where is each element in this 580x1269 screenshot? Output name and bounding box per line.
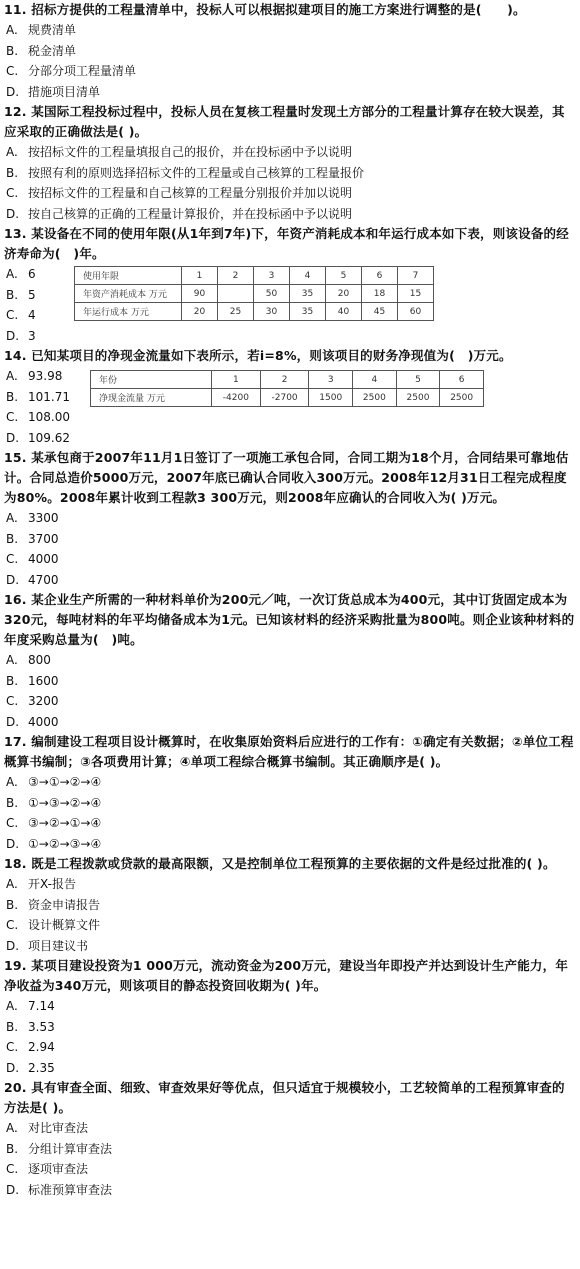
table-cell: 35 bbox=[290, 285, 326, 303]
option-a: A. 规费清单 bbox=[6, 23, 77, 37]
table-cell: 5 bbox=[326, 267, 362, 285]
table-cell: 年运行成本 万元 bbox=[75, 303, 182, 321]
table-cell: 18 bbox=[362, 285, 398, 303]
table-cell: 3 bbox=[309, 371, 353, 389]
question-stem: 11. 招标方提供的工程量清单中，投标人可以根据拟建项目的施工方案进行调整的是( )。 bbox=[4, 2, 526, 17]
question-stem: 14. 已知某项目的净现金流量如下表所示，若i=8%，则该项目的财务净现值为( )万元。 bbox=[4, 348, 512, 363]
question-stem: 12. 某国际工程投标过程中，投标人员在复核工程量时发现土方部分的工程量计算存在较大误差，其应采取的正确做法是( )。 bbox=[4, 104, 565, 139]
option-d: D. 2.35 bbox=[6, 1060, 55, 1075]
option-b: B. 3.53 bbox=[6, 1019, 55, 1034]
question-18 bbox=[4, 854, 576, 956]
option-b: B. ①→③→②→④ bbox=[6, 795, 102, 810]
question-stem: 13. 某设备在不同的使用年限(从1年到7年)下，年资产消耗成本和年运行成本如下表，则该设备的经济寿命为( )年。 bbox=[4, 226, 569, 261]
option-b: B. 3700 bbox=[6, 531, 59, 546]
question-20 bbox=[4, 1078, 576, 1200]
table-cell: 90 bbox=[182, 285, 218, 303]
table-cell: 2500 bbox=[440, 389, 484, 407]
option-a: A. 对比审查法 bbox=[6, 1121, 89, 1135]
table-row bbox=[75, 285, 434, 303]
option-a: A. 3300 bbox=[6, 511, 59, 525]
exam-page bbox=[4, 0, 576, 1200]
table-cell: 年份 bbox=[91, 371, 212, 389]
option-b: B. 按照有利的原则选择招标文件的工程量或自己核算的工程量报价 bbox=[6, 165, 365, 180]
table-cell: 6 bbox=[440, 371, 484, 389]
option-a: A. 7.14 bbox=[6, 999, 55, 1013]
table-cell: -4200 bbox=[212, 389, 261, 407]
question-stem: 20. 具有审查全面、细致、审查效果好等优点，但只适宜于规模较小，工艺较简单的工程预算审查的方法是( )。 bbox=[4, 1080, 565, 1115]
question-12 bbox=[4, 102, 576, 224]
option-d: D. 标准预算审查法 bbox=[6, 1182, 113, 1197]
table-cell: 20 bbox=[182, 303, 218, 321]
question-stem: 17. 编制建设工程项目设计概算时，在收集原始资料后应进行的工作有：①确定有关数据；②单位工程概算书编制；③各项费用计算；④单项工程综合概算书编制。其正确顺序是( )。 bbox=[4, 734, 574, 769]
option-b: B. 1600 bbox=[6, 673, 59, 688]
question-16 bbox=[4, 590, 576, 732]
option-b: B. 5 bbox=[6, 287, 36, 302]
option-d: D. 按自己核算的正确的工程量计算报价，并在投标函中予以说明 bbox=[6, 206, 353, 221]
table-cell: 30 bbox=[254, 303, 290, 321]
option-d: D. ①→②→③→④ bbox=[6, 836, 102, 851]
option-d: D. 措施项目清单 bbox=[6, 84, 101, 99]
table-cell: 60 bbox=[398, 303, 434, 321]
option-c: C. 设计概算文件 bbox=[6, 918, 101, 932]
table-cell: -2700 bbox=[260, 389, 309, 407]
table-cell: 净现金流量 万元 bbox=[91, 389, 212, 407]
options-with-table bbox=[4, 366, 576, 448]
option-a: A. 6 bbox=[6, 267, 36, 281]
table-cell: 6 bbox=[362, 267, 398, 285]
option-a: A. 按招标文件的工程量填报自己的报价，并在投标函中予以说明 bbox=[6, 145, 353, 159]
option-c: C. 108.00 bbox=[6, 410, 70, 424]
table-cell: 3 bbox=[254, 267, 290, 285]
option-a: A. 开X-报告 bbox=[6, 877, 76, 891]
table-cell: 20 bbox=[326, 285, 362, 303]
option-b: B. 分组计算审查法 bbox=[6, 1141, 113, 1156]
question-14 bbox=[4, 346, 576, 448]
options-with-table bbox=[4, 264, 576, 346]
table-cell: 50 bbox=[254, 285, 290, 303]
cash-flow-table bbox=[90, 370, 484, 407]
table-row bbox=[91, 389, 484, 407]
option-d: D. 3 bbox=[6, 328, 36, 343]
option-d: D. 109.62 bbox=[6, 430, 70, 445]
option-c: C. ③→②→①→④ bbox=[6, 816, 102, 830]
option-c: C. 按招标文件的工程量和自己核算的工程量分别报价并加以说明 bbox=[6, 186, 353, 200]
table-cell: 2 bbox=[260, 371, 309, 389]
question-stem: 15. 某承包商于2007年11月1日签订了一项施工承包合同，合同工期为18个月，合同结果可靠地估计。合同总造价5000万元，2007年底已确认合同收入300万元。2008年12月31日工程完成程度为80%。2008年累计收到工程款3 300万元，则2008年应确认的合同收入为( )万元。 bbox=[4, 450, 569, 505]
table-cell: 1 bbox=[182, 267, 218, 285]
table-cell: 使用年限 bbox=[75, 267, 182, 285]
table-row bbox=[75, 303, 434, 321]
option-d: D. 4000 bbox=[6, 714, 59, 729]
question-19 bbox=[4, 956, 576, 1078]
option-c: C. 2.94 bbox=[6, 1040, 55, 1054]
question-stem: 19. 某项目建设投资为1 000万元，流动资金为200万元，建设当年即投产并达到设计生产能力，年净收益为340万元，则该项目的静态投资回收期为( )年。 bbox=[4, 958, 569, 993]
option-c: C. 逐项审查法 bbox=[6, 1162, 89, 1176]
table-cell: 15 bbox=[398, 285, 434, 303]
table-cell: 45 bbox=[362, 303, 398, 321]
table-cell bbox=[218, 285, 254, 303]
option-c: C. 3200 bbox=[6, 694, 59, 708]
question-17 bbox=[4, 732, 576, 854]
option-b: B. 资金申请报告 bbox=[6, 897, 101, 912]
option-c: C. 分部分项工程量清单 bbox=[6, 64, 137, 78]
question-13 bbox=[4, 224, 576, 346]
cost-table bbox=[74, 266, 434, 321]
option-b: B. 税金清单 bbox=[6, 43, 77, 58]
question-stem: 16. 某企业生产所需的一种材料单价为200元／吨，一次订货总成本为400元，其中订货固定成本为320元，每吨材料的年平均储备成本为1元。已知该材料的经济采购批量为800吨。则企业该种材料的年度采购总量为( )吨。 bbox=[4, 592, 575, 647]
table-cell: 2500 bbox=[353, 389, 397, 407]
table-cell: 年资产消耗成本 万元 bbox=[75, 285, 182, 303]
table-cell: 2500 bbox=[396, 389, 440, 407]
table-cell: 35 bbox=[290, 303, 326, 321]
table-cell: 5 bbox=[396, 371, 440, 389]
table-cell: 4 bbox=[353, 371, 397, 389]
option-c: C. 4 bbox=[6, 308, 36, 322]
option-a: A. 93.98 bbox=[6, 369, 63, 383]
option-d: D. 4700 bbox=[6, 572, 59, 587]
table-row bbox=[75, 267, 434, 285]
option-a: A. 800 bbox=[6, 653, 51, 667]
option-b: B. 101.71 bbox=[6, 389, 70, 404]
table-cell: 40 bbox=[326, 303, 362, 321]
table-cell: 25 bbox=[218, 303, 254, 321]
table-cell: 7 bbox=[398, 267, 434, 285]
option-c: C. 4000 bbox=[6, 552, 59, 566]
option-d: D. 项目建议书 bbox=[6, 938, 89, 953]
option-a: A. ③→①→②→④ bbox=[6, 775, 102, 789]
question-11 bbox=[4, 0, 576, 102]
table-cell: 1500 bbox=[309, 389, 353, 407]
question-stem: 18. 既是工程拨款或贷款的最高限额，又是控制单位工程预算的主要依据的文件是经过批准的( )。 bbox=[4, 856, 556, 871]
table-cell: 2 bbox=[218, 267, 254, 285]
table-row bbox=[91, 371, 484, 389]
table-cell: 1 bbox=[212, 371, 261, 389]
question-15 bbox=[4, 448, 576, 590]
table-cell: 4 bbox=[290, 267, 326, 285]
